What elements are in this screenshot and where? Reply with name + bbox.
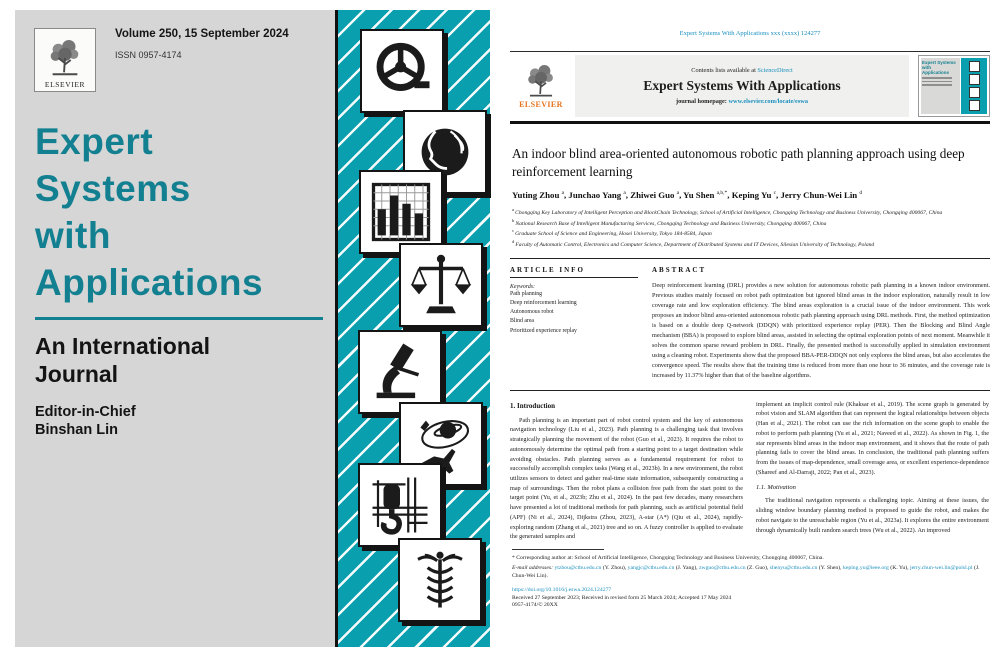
caduceus-icon-box xyxy=(398,538,482,622)
bar-chart-icon-box xyxy=(359,170,443,254)
editor-in-chief-name: Binshan Lin xyxy=(35,422,118,438)
steering-wheel-icon-box xyxy=(360,29,444,113)
affiliation-line: $^c$ Graduate School of Science and Engineering, Hosei University, Tokyo 184-8584, Japan xyxy=(512,228,712,238)
journal-name: Expert Systems With Applications xyxy=(643,78,841,93)
motivation-heading: 1.1. Motivation xyxy=(756,484,796,492)
crane-hook-icon-box xyxy=(358,463,442,547)
email-line xyxy=(512,564,988,582)
author-affiliation-sup: a,b,* xyxy=(716,190,728,197)
editor-in-chief-label: Editor-in-Chief xyxy=(35,404,136,420)
cover-issn-line: ISSN 0957-4174 xyxy=(115,50,182,60)
affiliations xyxy=(512,207,988,249)
homepage-link[interactable]: www.elsevier.com/locate/eswa xyxy=(728,98,808,105)
section-rule-bottom xyxy=(510,390,990,391)
email-link[interactable]: shenyu@ctbu.edu.cn xyxy=(769,564,818,571)
abstract-column xyxy=(652,262,990,382)
homepage-line xyxy=(676,98,808,105)
email-plain-text: (Z. Guo), xyxy=(745,564,770,571)
affiliation-line: $^d$ Faculty of Automatic Control, Electronics and Computer Science, Department of Distributed Systems and IT Devices, Silesian University of Technology, Poland xyxy=(512,238,875,248)
email-plain-text: (K. Yu), xyxy=(888,564,910,571)
intro-paragraph: Path planning is an important part of robot control system and the key of autonomous navigation technology (Liu et al., 2023). Path planning is a challenging task that involves strategically planning the movement of the robot (Guo et al., 2023). It requires the robot to autonomously determine the optimal path from a starting point to a target destination while avoiding obstacles. Path planning serves as a fundamental requirement for robot to successfully accomplish complex tasks (Wang et al., 2023b). In a new environment, the robot utilizes sensors to detect and gather real-time state information, subsequently constructing a map of surroundings. Then the robot plans a collision free path from the start point to the target point (Yu, et al., 2023b; Zhu et al., 2024). In the past few decades, many researchers have presented a lot of traditional methods for path planning, such as artificial potential field (APF) (Ni et al., 2024), Dijkstra (Zhou, 2023), A-star (A*) (Qiu et al., 2024), rapidly-exploring random (Zhang et al., 2021) tree and so on. A fuzzy controller is applied to evaluate the generated samples and xyxy=(510,416,743,541)
keyword-item: Blind area xyxy=(510,318,534,325)
cover-subtitle-line: An International xyxy=(35,333,211,359)
journal-cover-thumbnail xyxy=(918,55,990,117)
abstract-header: ABSTRACT xyxy=(652,265,707,274)
footnote-separator xyxy=(512,549,604,550)
body-right-column xyxy=(756,400,989,560)
thumbnail-left-panel xyxy=(921,58,960,114)
elsevier-tree-icon xyxy=(45,39,85,79)
thumbnail-icon-square xyxy=(969,61,980,72)
bar-chart-icon xyxy=(368,179,434,245)
keywords-label: Keywords: xyxy=(510,283,535,290)
steering-wheel-icon xyxy=(369,38,435,104)
received-line: Received 27 September 2023; Received in revised form 25 March 2024; Accepted 17 May 2024 xyxy=(512,595,732,602)
journal-banner xyxy=(575,55,909,117)
email-plain-text: (J. Yang), xyxy=(674,564,699,571)
affiliation-line: $^b$ National Research Base of Intelligent Manufacturing Services, Chongqing Technology and Business University, Chongqing 400067, China xyxy=(512,217,827,227)
elsevier-wordmark: ELSEVIER xyxy=(44,80,86,89)
author-name: Junchao Yang $^a$ xyxy=(568,190,626,201)
cover-title-line: Expert xyxy=(35,121,154,162)
doi-link[interactable]: https://doi.org/10.1016/j.eswa.2024.124277 xyxy=(512,587,612,594)
thumbnail-icon-square xyxy=(969,87,980,98)
elsevier-wordmark: ELSEVIER xyxy=(519,99,563,109)
elsevier-logo-box xyxy=(34,28,96,92)
body-columns xyxy=(510,400,990,560)
email-plain-text: (Y. Shen), xyxy=(817,564,843,571)
thumbnail-text-line xyxy=(922,77,952,79)
email-label: E-mail addresses: xyxy=(512,564,555,571)
sciencedirect-link[interactable]: ScienceDirect xyxy=(757,67,793,74)
abstract-text: Deep reinforcement learning (DRL) provides a new solution for autonomous robotic path planning in a known indoor environment. Previous studies mainly focused on robot path optimization but ignored blind areas in the indoor exploration, naturally result in low coverage rate and low exploration efficiency. The blind areas exploration is a crucial issue of the indoor environment. This work proposes an indoor blind area-oriented autonomous robotic path planning approach using DRL methods. First, the method optimization is based on a double deep Q-network (DDQN) with prioritized experience replay (PER). Then the Blocking and Blind Angle mechanism (BBA) is proposed to explore blind areas, assisted in selecting the optimal exploration points of next moment. Meanwhile it solves the common sparse reward problem in DRL. Finally, the presented method is successfully applied in simulation environment using a cleaning robot. Experiments show that the proposed BBA-PER-DDQN not only explores the blind areas, but also accelerates the convergence speed. The results show that the training time is reduced from more than one hour to 36 minutes, and the coverage rate is increased by 11.37% higher than that of the baseline algorithms. xyxy=(652,281,990,380)
contents-line xyxy=(691,67,792,74)
correspondence-note: * Corresponding author at: School of Artificial Intelligence, Chongqing Technology and Business University, Chongqing 400067, China. xyxy=(512,555,824,561)
crane-hook-icon xyxy=(367,472,433,538)
elsevier-tree-icon xyxy=(524,64,558,100)
info-abstract-row xyxy=(510,262,990,382)
scales-icon-box xyxy=(399,243,483,327)
cover-volume-line: Volume 250, 15 September 2024 xyxy=(115,28,289,40)
microscope-icon xyxy=(367,339,433,405)
author-affiliation-sup: a xyxy=(623,190,626,197)
thumbnail-text-line xyxy=(922,84,952,86)
article-info-column xyxy=(510,262,638,382)
thumbnail-title: Expert Systems with Applications xyxy=(922,60,956,75)
author-name: Yu Shen $^{a,b,*}$ xyxy=(683,190,728,201)
author-name: Yuting Zhou $^a$ xyxy=(512,190,565,201)
journal-cover xyxy=(15,10,490,647)
thumbnail-icon-square xyxy=(969,74,980,85)
motivation-paragraph: The traditional navigation represents a challenging topic. Aiming at these issues, the sliding window boundary planning method is proposed to guide the robot, and makes the robot navigate to the unreachable region (Yu et al., 2023a). It explores the entire environment through dynamically built random search trees (Wu et al., 2022). An improved xyxy=(756,497,989,534)
thumbnail-icon-square xyxy=(969,100,980,111)
author-affiliation-sup: a xyxy=(561,190,565,197)
paper-page xyxy=(510,10,990,647)
header-rule-thick xyxy=(510,121,990,124)
cover-title-line: with xyxy=(35,215,111,256)
issn-copyright-line: 0957-4174/© 20XX xyxy=(512,602,558,609)
running-head: Expert Systems With Applications xxx (xxxx) 124277 xyxy=(679,30,821,37)
thumbnail-icon-band xyxy=(961,58,987,114)
email-plain-text: (Y. Zhou), xyxy=(601,564,628,571)
author-name: Jerry Chun-Wei Lin $^d$ xyxy=(780,190,863,201)
cover-subtitle-line: Journal xyxy=(35,361,119,387)
author-affiliation-sup: a xyxy=(676,190,680,197)
email-link[interactable]: ytzhou@ctbu.edu.cn xyxy=(554,564,602,571)
header-rule-thin xyxy=(510,51,990,52)
homepage-prefix: journal homepage: xyxy=(676,98,729,105)
article-info-header: ARTICLE INFO xyxy=(510,262,638,278)
author-affiliation-sup: d xyxy=(859,190,863,197)
author-affiliation-sup: c xyxy=(773,190,777,197)
email-link[interactable]: zwguo@ctbu.edu.cn xyxy=(698,564,746,571)
cover-divider-rule xyxy=(35,317,323,320)
scales-icon xyxy=(408,252,474,318)
contents-prefix: Contents lists available at xyxy=(691,67,758,74)
keyword-item: Path planning xyxy=(510,290,543,297)
cover-title-line: Applications xyxy=(35,262,264,303)
cover-subtitle xyxy=(35,332,210,388)
keyword-item: Autonomous robot xyxy=(510,309,554,316)
keyword-item: Deep reinforcement learning xyxy=(510,299,577,306)
cover-icon-band xyxy=(335,10,490,647)
authors-line: Yuting Zhou $^a$, Junchao Yang $^a$, Zhiwei Guo $^a$, Yu Shen $^{a,b,*}$, Keping Yu $^c$, Jerry Chun-Wei Lin $^d$ xyxy=(512,190,863,201)
email-link[interactable]: keping.yu@ieee.org xyxy=(842,564,889,571)
elsevier-logo xyxy=(510,55,572,117)
email-link[interactable]: jerry.chun-wei.lin@polsl.pl xyxy=(910,564,973,571)
section-rule-top xyxy=(510,258,990,259)
caduceus-icon xyxy=(407,547,473,613)
author-name: Zhiwei Guo $^a$ xyxy=(630,190,680,201)
thumbnail-text-line xyxy=(922,81,952,83)
journal-header-band xyxy=(510,55,990,117)
affiliation-line: $^a$ Chongqing Key Laboratory of Intelligent Perception and BlockChain Technology, School of Artificial Intelligence, Chongqing Technology and Business University, Chongqing 400067, China xyxy=(512,207,943,217)
email-link[interactable]: yangjc@ctbu.edu.cn xyxy=(627,564,675,571)
email-plain-text: (J. Chun-Wei Lin). xyxy=(512,564,980,580)
keywords-list xyxy=(510,290,638,336)
body-left-column xyxy=(510,400,743,560)
intro-heading: 1. Introduction xyxy=(510,401,555,410)
paper-title: An indoor blind area-oriented autonomous robotic path planning approach using deep reinforcement learning xyxy=(512,146,965,180)
footnote-block xyxy=(512,549,988,608)
keyword-item: Prioritized experience replay xyxy=(510,327,577,334)
cover-title-line: Systems xyxy=(35,168,191,209)
author-name: Keping Yu $^c$ xyxy=(731,190,777,201)
right-column-paragraph: implement an implicit control rule (Khaksar et al., 2019). The scene graph is generated by robot vision and SLAM algorithm that can represent the logical relationships between objects (Han et al., 2021). The robot can use the rich information on the scene graph to enable the robot to perform path planning (Yu et al., 2021; Naveed et al., 2022). As shown in Fig. 1, the star represents blind areas in the indoor map environment, and it shows that the route of path planning fails to cover the blind areas. In conclusion, the traditional path planning suffers from the issues of map-dependence, small coverage area, or excellent experience-dependence (Shareef and Al-Darraji, 2022; Pan et al., 2023). xyxy=(756,400,989,476)
cover-journal-title xyxy=(35,118,263,306)
